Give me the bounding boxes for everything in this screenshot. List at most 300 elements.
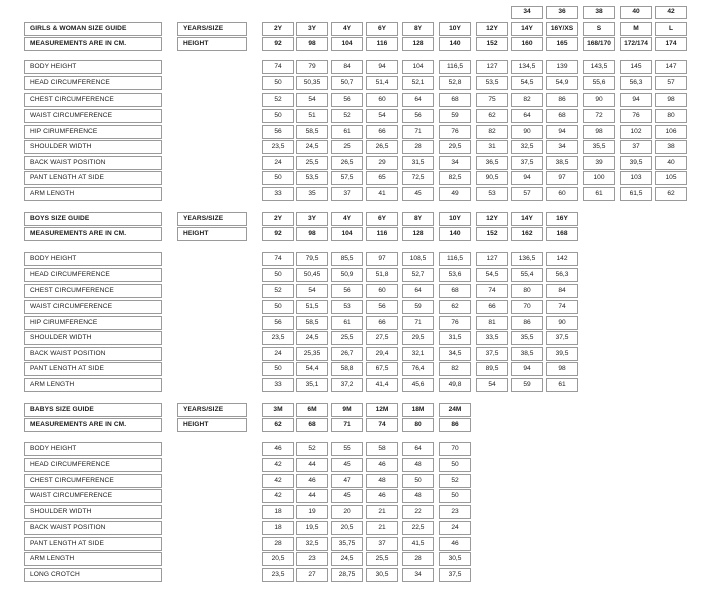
girls-cell: 56,3: [620, 76, 652, 90]
girls-cell: 145: [620, 60, 652, 74]
eu-size-2: 38: [583, 6, 615, 19]
girls-cell: 33: [262, 187, 294, 201]
babys-cell: 25,5: [366, 552, 398, 566]
girls-title: GIRLS & WOMAN SIZE GUIDE: [24, 22, 162, 36]
girls-cell: 55,6: [583, 76, 615, 90]
boys-cell: 56: [331, 284, 363, 298]
girls-cell: 49: [439, 187, 471, 201]
girls-row-label: BACK WAIST POSITION: [24, 156, 162, 170]
girls-cell: 53,5: [476, 76, 508, 90]
boys-height-1: 98: [296, 227, 328, 241]
boys-cell: 58,5: [296, 316, 328, 330]
girls-cell: 51,4: [366, 76, 398, 90]
boys-cell: 34,5: [439, 347, 471, 361]
girls-cell: 50: [262, 171, 294, 185]
girls-size-2: 4Y: [331, 22, 363, 36]
girls-cell: 98: [583, 125, 615, 139]
boys-cell: 54,4: [296, 362, 328, 376]
girls-cell: 26,5: [331, 156, 363, 170]
babys-cell: 18: [262, 505, 294, 519]
babys-row-label: HEAD CIRCUMFERENCE: [24, 458, 162, 472]
babys-cell: 28: [402, 552, 434, 566]
boys-cell: 84: [546, 284, 578, 298]
babys-cell: 48: [402, 458, 434, 472]
babys-cell: 23: [439, 505, 471, 519]
girls-cell: 86: [546, 93, 578, 107]
girls-height-11: 174: [655, 37, 687, 51]
boys-cell: 61: [546, 378, 578, 392]
babys-row-label: SHOULDER WIDTH: [24, 505, 162, 519]
girls-cell: 97: [546, 171, 578, 185]
girls-row-label: HEAD CIRCUMFERENCE: [24, 76, 162, 90]
babys-height-label: HEIGHT: [177, 418, 247, 432]
babys-cell: 28,75: [331, 568, 363, 582]
girls-cell: 74: [262, 60, 294, 74]
girls-height-9: 168/170: [583, 37, 615, 51]
girls-cell: 72: [583, 109, 615, 123]
girls-cell: 61,5: [620, 187, 652, 201]
boys-cell: 71: [402, 316, 434, 330]
boys-cell: 32,1: [402, 347, 434, 361]
babys-cell: 42: [262, 489, 294, 503]
boys-cell: 60: [366, 284, 398, 298]
boys-cell: 45,6: [402, 378, 434, 392]
girls-cell: 134,5: [511, 60, 543, 74]
babys-cell: 45: [331, 458, 363, 472]
babys-row-label: WAIST CIRCUMFERENCE: [24, 489, 162, 503]
girls-height-4: 128: [402, 37, 434, 51]
girls-size-7: 14Y: [511, 22, 543, 36]
boys-cell: 23,5: [262, 331, 294, 345]
girls-cell: 71: [402, 125, 434, 139]
babys-cell: 46: [262, 442, 294, 456]
girls-size-8: 16Y/XS: [546, 22, 578, 36]
girls-cell: 39: [583, 156, 615, 170]
boys-cell: 86: [511, 316, 543, 330]
boys-cell: 68: [439, 284, 471, 298]
boys-cell: 35,5: [511, 331, 543, 345]
babys-row-label: ARM LENGTH: [24, 552, 162, 566]
girls-cell: 50,35: [296, 76, 328, 90]
girls-cell: 54: [296, 93, 328, 107]
girls-cell: 52: [262, 93, 294, 107]
boys-size-3: 6Y: [366, 212, 398, 226]
babys-row-label: LONG CROTCH: [24, 568, 162, 582]
boys-height-2: 104: [331, 227, 363, 241]
boys-cell: 56: [366, 300, 398, 314]
girls-cell: 84: [331, 60, 363, 74]
babys-height-2: 71: [331, 418, 363, 432]
girls-cell: 64: [402, 93, 434, 107]
babys-cell: 44: [296, 489, 328, 503]
girls-cell: 52: [331, 109, 363, 123]
girls-cell: 57: [655, 76, 687, 90]
boys-height-3: 116: [366, 227, 398, 241]
girls-cell: 56: [331, 93, 363, 107]
girls-cell: 57: [511, 187, 543, 201]
girls-height-2: 104: [331, 37, 363, 51]
girls-cell: 37: [620, 140, 652, 154]
boys-cell: 98: [546, 362, 578, 376]
girls-cell: 62: [655, 187, 687, 201]
girls-size-0: 2Y: [262, 22, 294, 36]
babys-row-label: BACK WAIST POSITION: [24, 521, 162, 535]
boys-row-label: BACK WAIST POSITION: [24, 347, 162, 361]
girls-row-label: PANT LENGTH AT SIDE: [24, 171, 162, 185]
girls-cell: 94: [546, 125, 578, 139]
boys-height-5: 140: [439, 227, 471, 241]
girls-cell: 53: [476, 187, 508, 201]
girls-cell: 58,5: [296, 125, 328, 139]
boys-row-label: WAIST CIRCUMFERENCE: [24, 300, 162, 314]
boys-cell: 27,5: [366, 331, 398, 345]
boys-cell: 29,4: [366, 347, 398, 361]
babys-title: BABYS SIZE GUIDE: [24, 403, 162, 417]
boys-cell: 70: [511, 300, 543, 314]
boys-cell: 89,5: [476, 362, 508, 376]
babys-cell: 24: [439, 521, 471, 535]
babys-cell: 20,5: [331, 521, 363, 535]
babys-cell: 19: [296, 505, 328, 519]
girls-cell: 104: [402, 60, 434, 74]
boys-cell: 108,5: [402, 252, 434, 266]
girls-cell: 35: [296, 187, 328, 201]
girls-cell: 61: [331, 125, 363, 139]
girls-cell: 72,5: [402, 171, 434, 185]
boys-cell: 59: [511, 378, 543, 392]
boys-row-label: CHEST CIRCUMFERENCE: [24, 284, 162, 298]
boys-cell: 85,5: [331, 252, 363, 266]
babys-years-label: YEARS/SIZE: [177, 403, 247, 417]
boys-cell: 51,8: [366, 268, 398, 282]
girls-cell: 38,5: [546, 156, 578, 170]
boys-subtitle: MEASUREMENTS ARE IN CM.: [24, 227, 162, 241]
boys-cell: 26,7: [331, 347, 363, 361]
girls-cell: 56: [402, 109, 434, 123]
girls-cell: 61: [583, 187, 615, 201]
girls-height-8: 165: [546, 37, 578, 51]
girls-cell: 60: [546, 187, 578, 201]
girls-row-label: HIP CIRUMFERENCE: [24, 125, 162, 139]
boys-title: BOYS SIZE GUIDE: [24, 212, 162, 226]
girls-row-label: WAIST CIRCUMFERENCE: [24, 109, 162, 123]
babys-cell: 21: [366, 521, 398, 535]
boys-cell: 41,4: [366, 378, 398, 392]
girls-cell: 24: [262, 156, 294, 170]
boys-height-4: 128: [402, 227, 434, 241]
babys-cell: 32,5: [296, 537, 328, 551]
girls-cell: 82: [511, 93, 543, 107]
girls-cell: 34: [546, 140, 578, 154]
girls-size-5: 10Y: [439, 22, 471, 36]
girls-cell: 127: [476, 60, 508, 74]
girls-cell: 62: [476, 109, 508, 123]
babys-cell: 23: [296, 552, 328, 566]
girls-size-10: M: [620, 22, 652, 36]
girls-cell: 90,5: [476, 171, 508, 185]
babys-cell: 47: [331, 474, 363, 488]
boys-cell: 50: [262, 268, 294, 282]
girls-height-0: 92: [262, 37, 294, 51]
girls-cell: 147: [655, 60, 687, 74]
boys-cell: 90: [546, 316, 578, 330]
babys-row-label: CHEST CIRCUMFERENCE: [24, 474, 162, 488]
boys-row-label: HIP CIRUMFERENCE: [24, 316, 162, 330]
boys-cell: 76: [439, 316, 471, 330]
girls-cell: 34: [439, 156, 471, 170]
girls-cell: 79: [296, 60, 328, 74]
boys-cell: 136,5: [511, 252, 543, 266]
girls-cell: 60: [366, 93, 398, 107]
girls-cell: 76: [620, 109, 652, 123]
boys-cell: 97: [366, 252, 398, 266]
boys-years-label: YEARS/SIZE: [177, 212, 247, 226]
boys-cell: 24,5: [296, 331, 328, 345]
boys-cell: 54: [296, 284, 328, 298]
boys-cell: 67,5: [366, 362, 398, 376]
boys-cell: 74: [262, 252, 294, 266]
girls-cell: 75: [476, 93, 508, 107]
eu-size-1: 36: [546, 6, 578, 19]
babys-cell: 45: [331, 489, 363, 503]
babys-cell: 46: [366, 458, 398, 472]
girls-cell: 41: [366, 187, 398, 201]
boys-cell: 53,6: [439, 268, 471, 282]
boys-height-0: 92: [262, 227, 294, 241]
girls-height-1: 98: [296, 37, 328, 51]
girls-height-7: 160: [511, 37, 543, 51]
girls-cell: 25,5: [296, 156, 328, 170]
babys-cell: 44: [296, 458, 328, 472]
girls-row-label: ARM LENGTH: [24, 187, 162, 201]
boys-cell: 80: [511, 284, 543, 298]
girls-cell: 29,5: [439, 140, 471, 154]
babys-cell: 22,5: [402, 521, 434, 535]
babys-cell: 24,5: [331, 552, 363, 566]
babys-cell: 70: [439, 442, 471, 456]
girls-cell: 68: [439, 93, 471, 107]
boys-cell: 50: [262, 300, 294, 314]
girls-years-label: YEARS/SIZE: [177, 22, 247, 36]
babys-cell: 23,5: [262, 568, 294, 582]
boys-cell: 25,35: [296, 347, 328, 361]
boys-cell: 33,5: [476, 331, 508, 345]
boys-cell: 37,2: [331, 378, 363, 392]
babys-cell: 20: [331, 505, 363, 519]
boys-cell: 52,7: [402, 268, 434, 282]
boys-height-6: 152: [476, 227, 508, 241]
babys-cell: 48: [366, 474, 398, 488]
girls-cell: 65: [366, 171, 398, 185]
boys-cell: 33: [262, 378, 294, 392]
girls-size-6: 12Y: [476, 22, 508, 36]
girls-cell: 37,5: [511, 156, 543, 170]
babys-cell: 46: [366, 489, 398, 503]
girls-cell: 68: [546, 109, 578, 123]
girls-cell: 54,5: [511, 76, 543, 90]
girls-size-11: L: [655, 22, 687, 36]
girls-cell: 56: [262, 125, 294, 139]
girls-cell: 45: [402, 187, 434, 201]
girls-cell: 90: [583, 93, 615, 107]
boys-cell: 53: [331, 300, 363, 314]
boys-cell: 61: [331, 316, 363, 330]
girls-cell: 40: [655, 156, 687, 170]
boys-cell: 24: [262, 347, 294, 361]
girls-cell: 143,5: [583, 60, 615, 74]
babys-cell: 21: [366, 505, 398, 519]
girls-size-4: 8Y: [402, 22, 434, 36]
boys-cell: 39,5: [546, 347, 578, 361]
babys-cell: 30,5: [439, 552, 471, 566]
girls-cell: 106: [655, 125, 687, 139]
girls-cell: 94: [366, 60, 398, 74]
babys-size-3: 12M: [366, 403, 398, 417]
girls-cell: 80: [655, 109, 687, 123]
babys-cell: 19,5: [296, 521, 328, 535]
girls-cell: 94: [511, 171, 543, 185]
girls-cell: 98: [655, 93, 687, 107]
girls-height-6: 152: [476, 37, 508, 51]
girls-cell: 36,5: [476, 156, 508, 170]
boys-cell: 37,5: [476, 347, 508, 361]
babys-size-1: 6M: [296, 403, 328, 417]
boys-cell: 62: [439, 300, 471, 314]
babys-cell: 52: [296, 442, 328, 456]
babys-cell: 58: [366, 442, 398, 456]
boys-cell: 29,5: [402, 331, 434, 345]
girls-height-label: HEIGHT: [177, 37, 247, 51]
boys-size-8: 16Y: [546, 212, 578, 226]
babys-cell: 28: [262, 537, 294, 551]
boys-cell: 81: [476, 316, 508, 330]
girls-cell: 50: [262, 76, 294, 90]
babys-size-2: 9M: [331, 403, 363, 417]
babys-height-1: 68: [296, 418, 328, 432]
boys-cell: 50,45: [296, 268, 328, 282]
boys-size-1: 3Y: [296, 212, 328, 226]
girls-row-label: SHOULDER WIDTH: [24, 140, 162, 154]
babys-row-label: BODY HEIGHT: [24, 442, 162, 456]
babys-cell: 37,5: [439, 568, 471, 582]
babys-cell: 52: [439, 474, 471, 488]
girls-size-9: S: [583, 22, 615, 36]
girls-row-label: CHEST CIRCUMFERENCE: [24, 93, 162, 107]
boys-size-4: 8Y: [402, 212, 434, 226]
babys-cell: 35,75: [331, 537, 363, 551]
girls-cell: 90: [511, 125, 543, 139]
eu-size-3: 40: [620, 6, 652, 19]
babys-height-3: 74: [366, 418, 398, 432]
girls-height-3: 116: [366, 37, 398, 51]
boys-cell: 56,3: [546, 268, 578, 282]
boys-cell: 66: [476, 300, 508, 314]
girls-cell: 31: [476, 140, 508, 154]
girls-cell: 76: [439, 125, 471, 139]
babys-cell: 20,5: [262, 552, 294, 566]
babys-cell: 27: [296, 568, 328, 582]
boys-cell: 54,5: [476, 268, 508, 282]
boys-row-label: ARM LENGTH: [24, 378, 162, 392]
boys-row-label: BODY HEIGHT: [24, 252, 162, 266]
babys-cell: 22: [402, 505, 434, 519]
girls-cell: 54: [366, 109, 398, 123]
babys-cell: 42: [262, 458, 294, 472]
girls-cell: 103: [620, 171, 652, 185]
boys-cell: 82: [439, 362, 471, 376]
boys-cell: 58,8: [331, 362, 363, 376]
girls-cell: 100: [583, 171, 615, 185]
boys-cell: 74: [476, 284, 508, 298]
boys-height-8: 168: [546, 227, 578, 241]
girls-cell: 26,5: [366, 140, 398, 154]
boys-cell: 116,5: [439, 252, 471, 266]
girls-cell: 31,5: [402, 156, 434, 170]
girls-cell: 24,5: [296, 140, 328, 154]
girls-cell: 25: [331, 140, 363, 154]
girls-cell: 54,9: [546, 76, 578, 90]
girls-subtitle: MEASUREMENTS ARE IN CM.: [24, 37, 162, 51]
girls-cell: 105: [655, 171, 687, 185]
boys-cell: 94: [511, 362, 543, 376]
babys-height-0: 62: [262, 418, 294, 432]
boys-cell: 50: [262, 362, 294, 376]
babys-cell: 48: [402, 489, 434, 503]
babys-cell: 55: [331, 442, 363, 456]
babys-cell: 30,5: [366, 568, 398, 582]
babys-size-4: 18M: [402, 403, 434, 417]
babys-cell: 18: [262, 521, 294, 535]
girls-size-3: 6Y: [366, 22, 398, 36]
eu-size-0: 34: [511, 6, 543, 19]
girls-cell: 57,5: [331, 171, 363, 185]
boys-cell: 52: [262, 284, 294, 298]
girls-cell: 139: [546, 60, 578, 74]
boys-cell: 142: [546, 252, 578, 266]
babys-cell: 42: [262, 474, 294, 488]
girls-cell: 38: [655, 140, 687, 154]
girls-cell: 52,8: [439, 76, 471, 90]
boys-cell: 37,5: [546, 331, 578, 345]
boys-size-5: 10Y: [439, 212, 471, 226]
girls-cell: 82: [476, 125, 508, 139]
boys-cell: 79,5: [296, 252, 328, 266]
babys-size-5: 24M: [439, 403, 471, 417]
babys-size-0: 3M: [262, 403, 294, 417]
babys-cell: 64: [402, 442, 434, 456]
babys-cell: 46: [296, 474, 328, 488]
boys-height-label: HEIGHT: [177, 227, 247, 241]
babys-row-label: PANT LENGTH AT SIDE: [24, 537, 162, 551]
boys-size-0: 2Y: [262, 212, 294, 226]
babys-height-5: 86: [439, 418, 471, 432]
boys-cell: 51,5: [296, 300, 328, 314]
babys-cell: 37: [366, 537, 398, 551]
boys-size-2: 4Y: [331, 212, 363, 226]
boys-cell: 50,9: [331, 268, 363, 282]
boys-cell: 38,5: [511, 347, 543, 361]
babys-cell: 50: [439, 489, 471, 503]
boys-cell: 56: [262, 316, 294, 330]
eu-size-4: 42: [655, 6, 687, 19]
babys-cell: 41,5: [402, 537, 434, 551]
boys-cell: 64: [402, 284, 434, 298]
girls-cell: 50: [262, 109, 294, 123]
girls-row-label: BODY HEIGHT: [24, 60, 162, 74]
girls-cell: 37: [331, 187, 363, 201]
boys-cell: 49,8: [439, 378, 471, 392]
girls-cell: 59: [439, 109, 471, 123]
